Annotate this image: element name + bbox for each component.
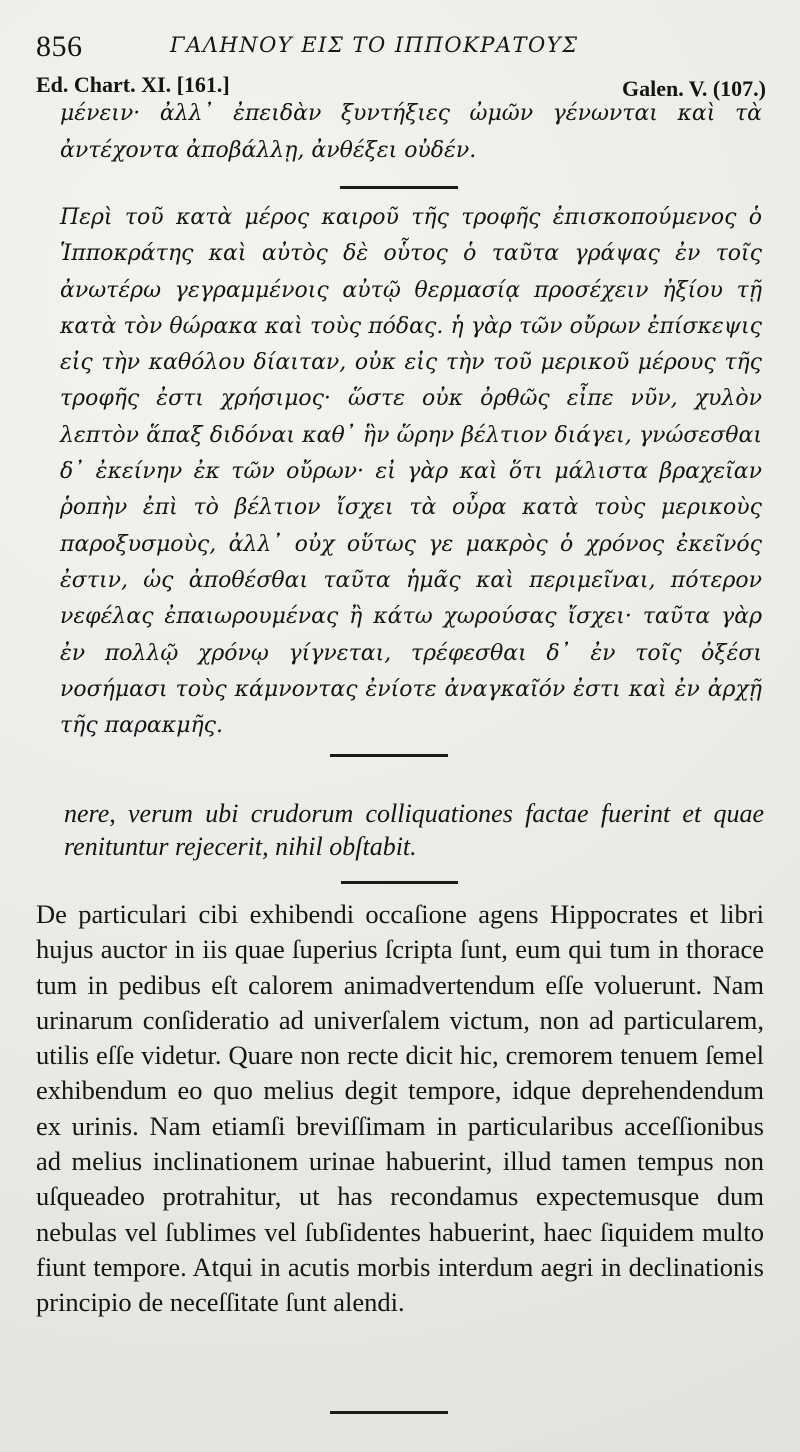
greek-paragraph: Περὶ τοῦ κατὰ μέρος καιροῦ τῆς τροφῆς ἐπισκοπούμενος ὁ Ἱπποκράτης καὶ αὐτὸς δὲ οὗτος ὁ ταῦτα γράψας ἐν τοῖς ἀνωτέρω γεγραμμένοις αὐτῷ θερμασίᾳ προσέχειν ἠξίου τῇ κατὰ τὸν θώρακα καὶ τοὺς πόδας. ἡ γὰρ τῶν οὔρων ἐπίσκεψις εἰς τὴν καθόλου δίαιταν, οὐκ εἰς τὴν τοῦ μερικοῦ μέρους τῆς τροφῆς ἐστι χρήσιμος· ὥστε οὐκ ὀρθῶς εἶπε νῦν, χυλὸν λεπτὸν ἅπαξ διδόναι καθ᾽ ἣν ὥρην βέλτιον διάγει, γνώσεσθαι δ᾽ ἐκείνην ἐκ τῶν οὔρων· εἰ γὰρ καὶ ὅτι μάλιστα βραχεῖαν ῥοπὴν ἐπὶ τὸ βέλτιον ἴσχει τὰ οὖρα κατὰ τοὺς μερικοὺς παροξυσμοὺς, ἀλλ᾽ οὐχ οὕτως γε μακρὸς ὁ χρόνος ἐκεῖνός ἐστιν, ὡς ἀποθέσθαι ταῦτα ἡμᾶς καὶ περιμεῖναι, πότερον νεφέλας ἐπαιωρουμένας ἢ κάτω χωρούσας ἴσχει· ταῦτα γὰρ ἐν πολλῷ χρόνῳ γίγνεται, τρέφεσθαι δ᾽ ἐν τοῖς ὀξέσι νοσήμασι τοὺς κάμνοντας ἐνίοτε ἀναγκαῖόν ἐστι καὶ ἐν ἀρχῇ τῆς παρακμῆς. xyxy=(60,205,762,739)
latin-paragraph: De particulari cibi exhibendi occaſione agens Hippocrates et libri hujus auctor in iis quae ſuperius ſcripta ſunt, eum qui tum in thorace tum in pedibus eſt calorem animadvertendum eſſe voluerunt. Nam urinarum conſideratio ad univerſalem victum, non ad particularem, utilis eſſe videtur. Quare non recte dicit hic, cremorem tenuem ſemel exhibendum eo quo melius degit tempore, idque deprehendendum ex urinis. Nam etiamſi breviſſimam in particularibus acceſſionibus ad melius inclinationem urinae habuerint, illud tamen tempus non uſqueadeo protrahitur, ut has recondamus expectemusque dum nebulas vel ſublimes vel ſubſidentes habuerint, haec ſiquidem multo fiunt tempore. Atqui in acutis morbis interdum aegri in declinationis principio de neceſſitate ſunt alendi. xyxy=(36,899,764,1318)
edition-reference-left: Ed. Chart. XI. [161.] xyxy=(36,72,230,97)
section-divider-rule xyxy=(341,881,458,884)
section-divider-rule xyxy=(330,1411,448,1414)
running-head: ΓΑΛΗΝΟΥ ΕΙΣ ΤΟ ΙΠΠΟΚΡΑΤΟΥΣ xyxy=(170,33,579,57)
section-divider-rule xyxy=(330,754,448,757)
greek-continuation-text: μένειν· ἀλλ᾽ ἐπειδὰν ξυντήξιες ὠμῶν γένωνται καὶ τὰ ἀντέχοντα ἀποβάλλῃ, ἀνθέξει οὐδέν. xyxy=(60,101,762,163)
edition-reference-right: Galen. V. (107.) xyxy=(621,76,766,101)
latin-continuation-text: nere, verum ubi crudorum colliquationes factae fuerint et quae renituntur rejecerit, nihil obſtabit. xyxy=(64,799,764,861)
page-number: 856 xyxy=(36,30,83,63)
section-divider-rule xyxy=(340,186,458,189)
